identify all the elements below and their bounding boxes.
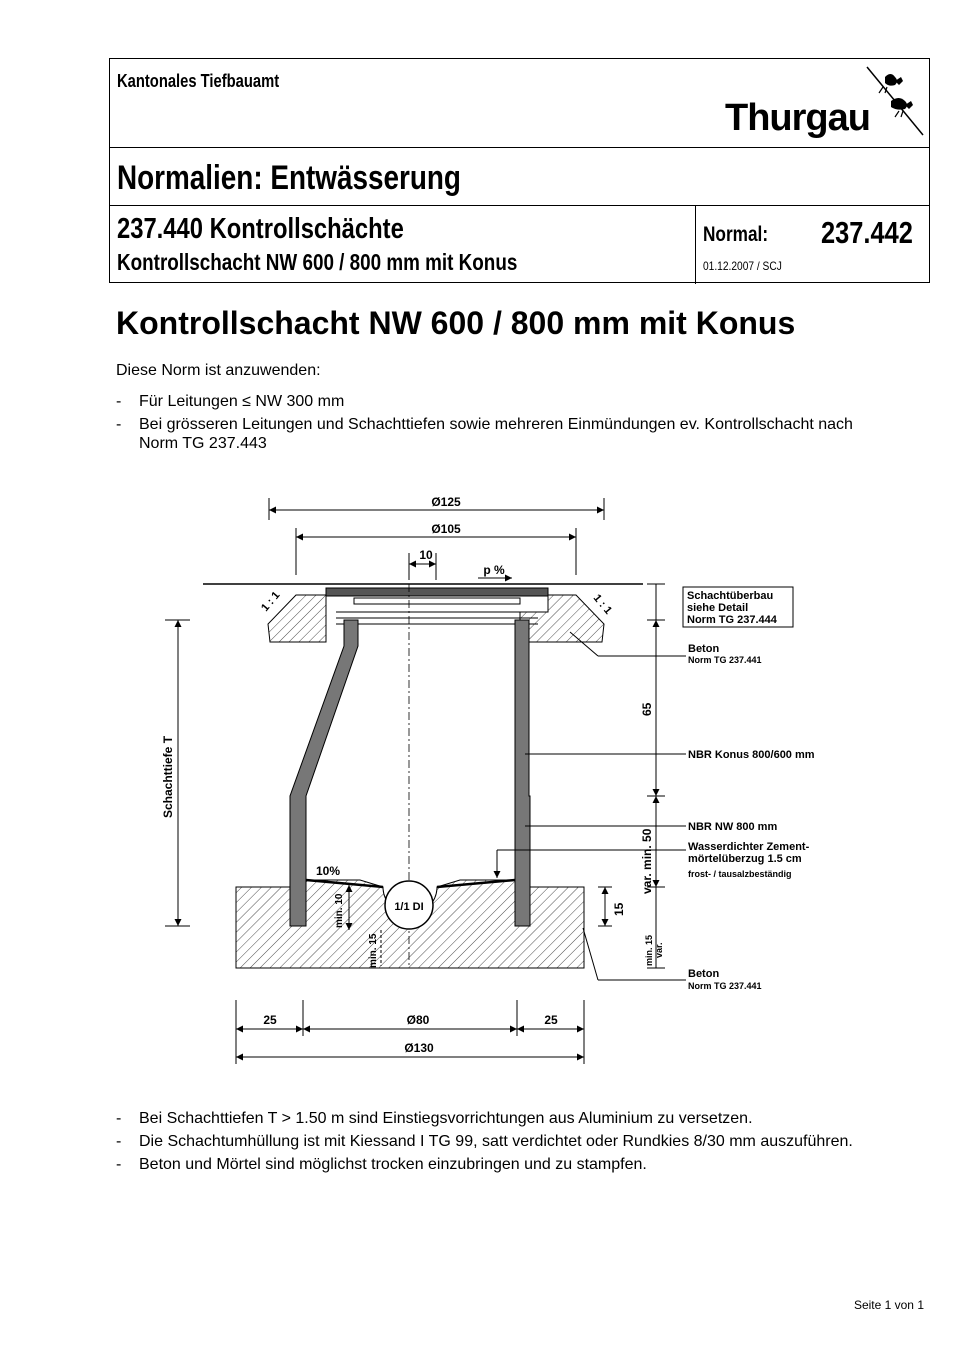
callout-nw800: NBR NW 800 mm: [688, 821, 778, 833]
list-item: - Bei Schachttiefen T > 1.50 m sind Einstiegsvorrichtungen aus Aluminium zu versetzen.: [116, 1110, 753, 1127]
slope-p-label: p %: [483, 563, 505, 577]
callout-structure-2: siehe Detail: [687, 602, 749, 614]
ratio-left: 1 : 1: [259, 589, 283, 614]
dim-var50: var. min. 50: [640, 828, 654, 894]
norm-group-title: 237.440 Kontrollschächte: [117, 213, 404, 245]
date-signature: 01.12.2007 / SCJ: [703, 259, 782, 273]
callout-mortar-1: Wasserdichter Zement-: [688, 841, 810, 853]
list-item: - Für Leitungen ≤ NW 300 mm: [116, 393, 345, 410]
depth-label: Schachttiefe T: [161, 735, 175, 818]
norm-subtitle: Kontrollschacht NW 600 / 800 mm mit Konus: [117, 249, 518, 275]
dim-d125: Ø125: [431, 495, 461, 509]
dim-25-left: 25: [263, 1013, 277, 1027]
coat-of-arms-icon: [865, 65, 925, 137]
min15-right-label: min. 15: [644, 934, 654, 966]
callout-beton-bottom-norm: Norm TG 237.441: [688, 981, 762, 991]
header-row-norm: [110, 205, 929, 284]
callout-konus: NBR Konus 800/600 mm: [688, 749, 815, 761]
callout-beton-bottom: Beton: [688, 968, 720, 980]
header-row-section: [110, 147, 929, 206]
dim-d105: Ø105: [431, 522, 461, 536]
dim-d80: Ø80: [406, 1013, 430, 1027]
page-number: Seite 1 von 1: [853, 1298, 924, 1312]
dim-d130: Ø130: [404, 1041, 434, 1055]
pipe-label: 1/1 DI: [394, 901, 424, 913]
page-title: Kontrollschacht NW 600 / 800 mm mit Konus: [116, 305, 796, 341]
callout-beton-top: Beton: [688, 643, 720, 655]
intro-text: Diese Norm ist anzuwenden:: [116, 362, 321, 379]
callout-beton-top-norm: Norm TG 237.441: [688, 655, 762, 665]
logo-wordmark: Thurgau: [725, 97, 870, 139]
callout-structure-1: Schachtüberbau: [687, 590, 774, 602]
header-divider: [695, 205, 696, 284]
slope-10: 10%: [315, 864, 341, 878]
list-item: - Bei grösseren Leitungen und Schachttiefen sowie mehreren Einmündungen ev. Kontrollschacht nach Norm TG 237.443: [116, 416, 853, 452]
normal-number: 237.442: [821, 215, 913, 250]
top-bullet-list: [116, 392, 876, 457]
list-item: - Beton und Mörtel sind möglichst trocken einzubringen und zu stampfen.: [116, 1156, 647, 1173]
dim-65: 65: [640, 702, 654, 716]
callout-structure-3: Norm TG 237.444: [687, 614, 777, 626]
header-row-authority: [110, 59, 929, 148]
dim-10-top: 10: [419, 548, 433, 562]
bottom-bullet-list: [116, 1109, 916, 1178]
dim-15: 15: [612, 902, 626, 916]
shaft-section-drawing: [0, 470, 970, 1080]
ratio-right: 1 : 1: [590, 592, 615, 617]
dim-25-right: 25: [544, 1013, 558, 1027]
normal-label: Normal:: [703, 223, 769, 246]
callout-mortar-2: mörtelüberzug 1.5 cm: [688, 853, 802, 865]
authority-name: Kantonales Tiefbauamt: [117, 71, 280, 91]
var-right-label: var.: [654, 942, 664, 958]
thurgau-logo: [725, 65, 925, 143]
min10-label: min. 10: [334, 893, 345, 928]
callout-mortar-3: frost- / tausalzbeständig: [688, 869, 792, 879]
list-item: - Die Schachtumhüllung ist mit Kiessand I TG 99, satt verdichtet oder Rundkies 8/30 mm auszuführen.: [116, 1133, 853, 1150]
header-box: [109, 58, 930, 283]
section-title: Normalien: Entwässerung: [117, 159, 461, 197]
min15-left-label: min. 15: [368, 933, 379, 968]
